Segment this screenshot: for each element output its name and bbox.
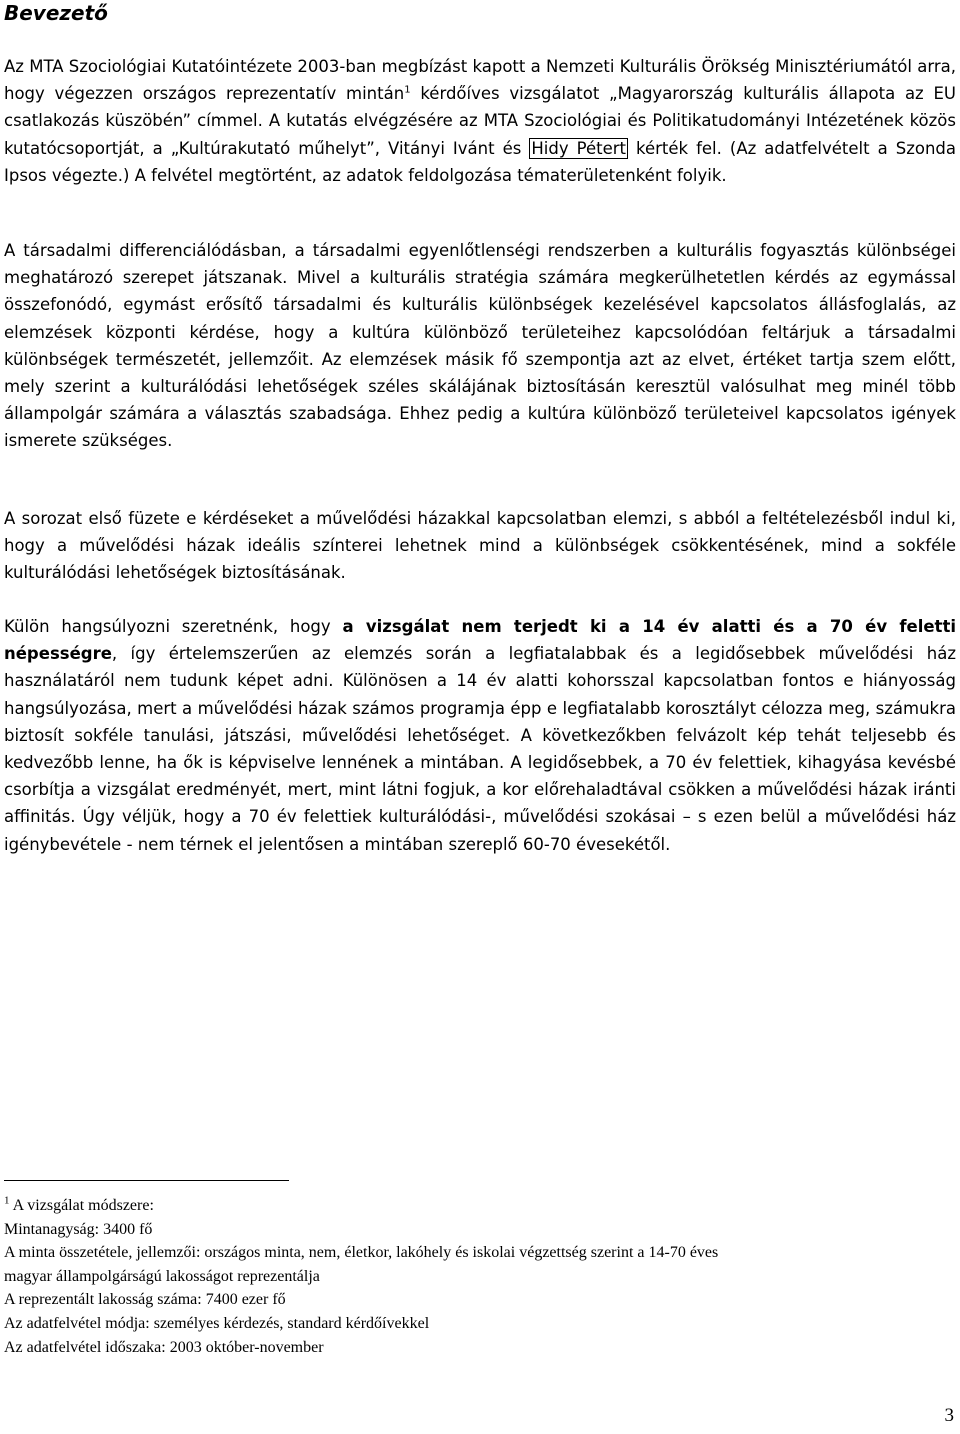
- footnote-line: Az adatfelvétel időszaka: 2003 október-november: [4, 1338, 324, 1356]
- paragraph-age-limits: [4, 613, 956, 858]
- footnote-reference[interactable]: 1: [404, 84, 411, 96]
- footnote-line: magyar állampolgárságú lakosságot reprezentálja: [4, 1267, 320, 1285]
- footnote-text: A vizsgálat módszere:: [9, 1197, 154, 1214]
- footnote-line: A minta összetétele, jellemzői: országos minta, nem, életkor, lakóhely és iskolai végzettség szerint a 14-70 éves: [4, 1244, 719, 1262]
- footnote-line: [4, 1188, 944, 1218]
- footnotes: [4, 1188, 944, 1359]
- paragraph-intro: [4, 53, 956, 189]
- footnote-number: 1: [4, 1194, 10, 1207]
- emphasized-text: a vizsgálat nem terjedt ki a 14 év alatti és a 70 év feletti népességre: [4, 617, 956, 664]
- highlighted-name: Hidy Pétert: [531, 138, 626, 158]
- paragraph-differentiation: A társadalmi differenciálódásban, a társadalmi egyenlőtlenségi rendszerben a kulturális fogyasztás különbségei meghatározó szerepet játszanak. Mivel a kulturális stratégia számára megkerülhetetlen kérdés az egymással összefonódó, egymást erősítő társadalmi és kulturális különbségek kezelésével kapcsolatos állásfoglalás, az elemzések központi kérdése, hogy a kultúra különböző területeihez kapcsolódóan feltárjuk a társadalmi különbségek természetét, jellemzőit. Az elemzések másik fő szempontja azt az elvet, értéket tartja szem előtt, mely szerint a kulturálódási lehetőségek széles skálájának biztosításán keresztül valósulhat meg minél több állampolgár számára a választás szabadsága. Ehhez pedig a kultúra különböző területeivel kapcsolatos igények ismerete szükséges.: [4, 241, 956, 451]
- footnote-separator: [4, 1180, 289, 1181]
- paragraph-series: A sorozat első füzete e kérdéseket a művelődési házakkal kapcsolatban elemzi, s abból a feltételezésből indul ki, hogy a művelődési házak ideális színterei lehetnek mind a különbségek csökkentésének, mind a sokféle kulturálódási lehetőségek biztosításának.: [4, 509, 956, 583]
- section-heading: Bevezető: [4, 1, 108, 25]
- footnote-line: Mintanagyság: 3400 fő: [4, 1220, 153, 1238]
- paragraph-text: kérték fel. (Az adatfelvételt a Szonda Ipsos végezte.) A felvétel megtörtént, az adatok feldolgozása tématerületenként folyik.: [4, 138, 956, 185]
- page-number: 3: [944, 1405, 954, 1426]
- paragraph-text: , így értelemszerűen az elemzés során a legfiatalabbak és a legidősebbek művelődési ház használatáról nem tudunk képet adni. Különösen a 14 év alatti kohorsszal kapcsolatban fontos e hiányosság hangsúlyozása, mert a művelődési házak számos programja épp e legfiatalabb korosztályt célozza meg, számukra biztosít sokféle tanulási, játszási, művelődési lehetőséget. A következőkben felvázolt kép tehát teljesebb és kedvezőbb lenne, ha ők is képviselve lennének a mintában. A legidősebbek, a 70 év felettiek, kihagyása kevésbé csorbítja a vizsgálat eredményét, mert, mint látni fogjuk, a kor előrehaladtával csökken a művelődési házak iránti affinitás. Úgy véljük, hogy a 70 év felettiek kulturálódási-, művelődési szokásai – s ezen belül a művelődési ház igénybevétele - nem térnek el jelentősen a mintában szereplő 60-70 évesekétől.: [4, 644, 956, 854]
- footnote-line: Az adatfelvétel módja: személyes kérdezés, standard kérdőívekkel: [4, 1314, 430, 1332]
- paragraph-text: Külön hangsúlyozni szeretnénk, hogy: [4, 617, 343, 636]
- paragraph-text: kérdőíves vizsgálatot „Magyarország kulturális állapota az EU csatlakozás küszöbén” címmel. A kutatás elvégzésére az MTA Szociológiai és Politikatudományi Intézetének közös kutatócsoportját, a „Kultúrakutató műhelyt”, Vitányi Ivánt és: [4, 84, 956, 158]
- footnote-line: A reprezentált lakosság száma: 7400 ezer fő: [4, 1291, 286, 1309]
- paragraph-text: Az MTA Szociológiai Kutatóintézete 2003-ban megbízást kapott a Nemzeti Kulturális Örökség Minisztériumától arra, hogy végezzen országos reprezentatív mintán: [4, 57, 956, 104]
